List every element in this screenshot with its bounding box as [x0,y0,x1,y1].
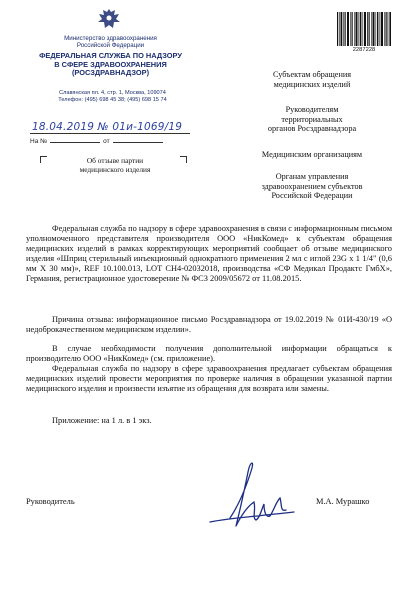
letter-subject: Об отзыве партии медицинского изделия [79,156,151,174]
agency-address: Славянская пл. 4, стр. 1, Москва, 109074 Телефон: (495) 698 45 38; (495) 698 15 74 [58,90,167,103]
body-paragraph-actions: Федеральная служба по надзору в сфере здравоохранения предлагает субъектам обращения медицинских изделий провести мероприятия по проверке наличия в обращении указанной партии медицинского изделия и произвести изъятие из обращения для возврата или замены. [26,364,392,393]
recipient-medical-orgs: Медицинским организациям [261,150,363,159]
signature-icon [190,448,310,538]
recipient-health-authorities: Органам управления здравоохранением субъектов Российской Федерации [261,172,363,201]
body-paragraph-contact: В случае необходимости получения дополнительной информации обращаться к производителю ООО «НикКомед» (см. приложение). [26,344,392,363]
barcode-number: 2287228 [352,47,376,53]
agency-name: ФЕДЕРАЛЬНАЯ СЛУЖБА ПО НАДЗОРУ В СФЕРЕ ЗДРАВООХРАНЕНИЯ (РОСЗДРАВНАДЗОР) [39,51,182,78]
signer-name: М.А. Мурашко [316,497,370,506]
recipient-territorial-heads: Руководителям территориальных органов Росздравнадзора [267,105,357,134]
ministry-name: Министерство здравоохранения Российской Федерации [64,35,157,50]
attachment-note: Приложение: на 1 л. в 1 экз. [52,416,152,425]
subject-bracket-left [40,156,47,163]
emblem-icon [96,7,122,31]
barcode-icon [337,12,391,46]
recipient-device-subjects: Субъектам обращения медицинских изделий [273,70,351,89]
subject-bracket-right [180,156,187,163]
signer-role: Руководитель [26,497,75,506]
reference-number-row: На № от [30,138,166,145]
date-underline [30,133,190,134]
body-paragraph-reason: Причина отзыва: информационное письмо Росздравнадзора от 19.02.2019 № 01И-430/19 «О недоброкачественном медицинском изделии». [26,315,392,334]
body-paragraph-recall: Федеральная служба по надзору в сфере здравоохранения в связи с информационным письмом уполномоченного представителя производителя ООО «НикКомед» к субъектам обращения медицинских изделий в рамках корректирующих мероприятий сообщает об отзыве медицинского изделия «Шприц стерильный инъекционный однократного применения 2 мл с иглой 23G x 1 1/4" (0,6 мм X 30 мм)», REF 10.100.013, LOT CH4-02032018, производства «СФ Медикал Продактс ГмбХ», Германия, регистрационное удостоверение № ФСЗ 2009/05672 от 11.08.2015. [26,224,392,283]
handwritten-date-number: 18.04.2019 № 01и-1069/19 [32,121,183,133]
